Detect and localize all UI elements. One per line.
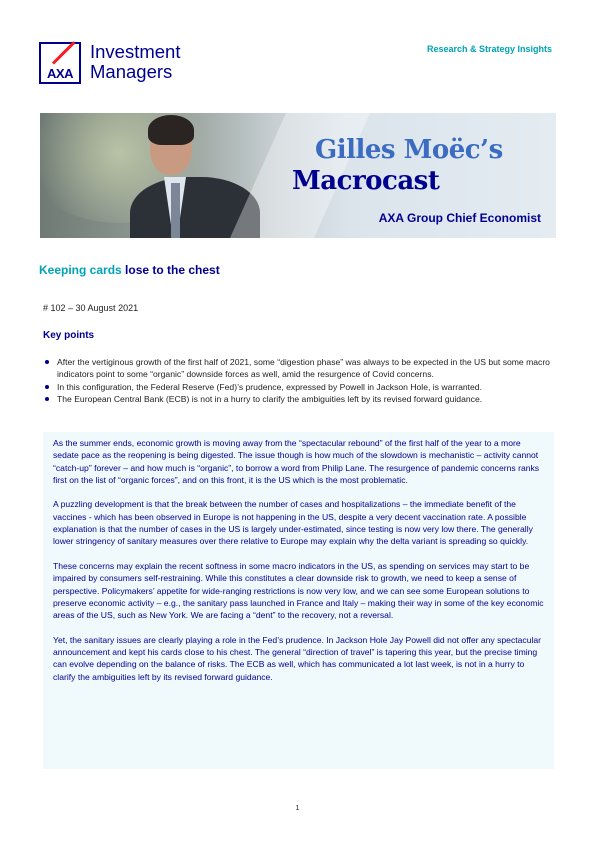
body-paragraph: As the summer ends, economic growth is moving away from the “spectacular rebound” of the first half of the year to a more sedate pace as the reopening is being digested. The issue though is how much of the slowdown is mechanistic – activity cannot “catch-up” forever – and how much is “organic”, to borrow a word from Philip Lane. The resurgence of pandemic concerns ranks first on the list of “organic forces”, and on this front, it is the US which is the most problematic. (53, 438, 540, 485)
logo-slash (52, 41, 75, 64)
insights-label: Research & Strategy Insights (426, 44, 552, 54)
banner-title-line1: Gilles Moëc’s (315, 135, 503, 165)
banner-title-line2: Macrocast (292, 166, 440, 196)
body-paragraph: A puzzling development is that the break between the number of cases and hospitalizations – the immediate benefit of the vaccines - which has been observed in Europe is not happening in the US, despite a very decent vaccination rate. A possible explanation is that the number of cases in the US is largely under-estimated, since testing is now very low there. The generally lower stringency of sanitary measures over there relative to Europe may explain why the delta variant is spreading so quickly. (53, 499, 533, 547)
macrocast-banner (40, 113, 556, 238)
logo-wordmark (90, 42, 181, 82)
title-accent: Keeping cards (39, 263, 122, 277)
key-point: After the vertiginous growth of the first half of 2021, some “digestion phase” was always to be expected in the US but some macro indicators point to some “organic” downside forces as well, amid the resurgence of Covid concerns. (43, 356, 555, 381)
axa-logo (39, 42, 81, 84)
page-number: 1 (295, 805, 300, 812)
logo-mark: AXA (47, 66, 73, 81)
key-points-heading: Key points (43, 330, 95, 341)
banner-title (292, 135, 503, 197)
document-title (39, 263, 220, 277)
key-point: In this configuration, the Federal Reserve (Fed)’s prudence, expressed by Powell in Jackson Hole, is warranted. (43, 381, 555, 393)
author-hair (148, 115, 194, 145)
issue-date: # 102 – 30 August 2021 (43, 303, 139, 313)
key-points-list (43, 356, 555, 406)
logo-text-line1: Investment (90, 41, 181, 62)
key-point: The European Central Bank (ECB) is not in a hurry to clarify the ambiguities left by its revised forward guidance. (43, 393, 555, 405)
logo-text-line2: Managers (90, 61, 173, 82)
body-paragraph: Yet, the sanitary issues are clearly playing a role in the Fed’s prudence. In Jackson Hole Jay Powell did not offer any spectacular announcement and kept his cards close to his chest. The general “direction of travel” is tapering this year, but the precise timing can evolve depending on the balance of risks. The ECB as well, which has communicated a lot last week, is not in a hurry to clarify the ambiguities left by its revised forward guidance. (53, 634, 542, 682)
summary-panel (43, 432, 554, 769)
title-rest: lose to the chest (121, 263, 220, 277)
body-paragraph: These concerns may explain the recent softness in some macro indicators in the US, as spending on services may start to be impaired by consumers self-restraining. While this constitutes a clear downside risk to growth, we need to keep a sense of perspective. Policymakers’ appetite for wide-ranging restrictions is now very low, and we can see some European solutions to preserve economic activity – e.g., the sanitary pass launched in France and Italy – making their way in some of the key economic areas of the US, such as New York. We are facing a “dent” to the recovery, not a reversal. (53, 560, 544, 621)
banner-subtitle: AXA Group Chief Economist (378, 211, 541, 225)
author-tie (171, 183, 180, 238)
